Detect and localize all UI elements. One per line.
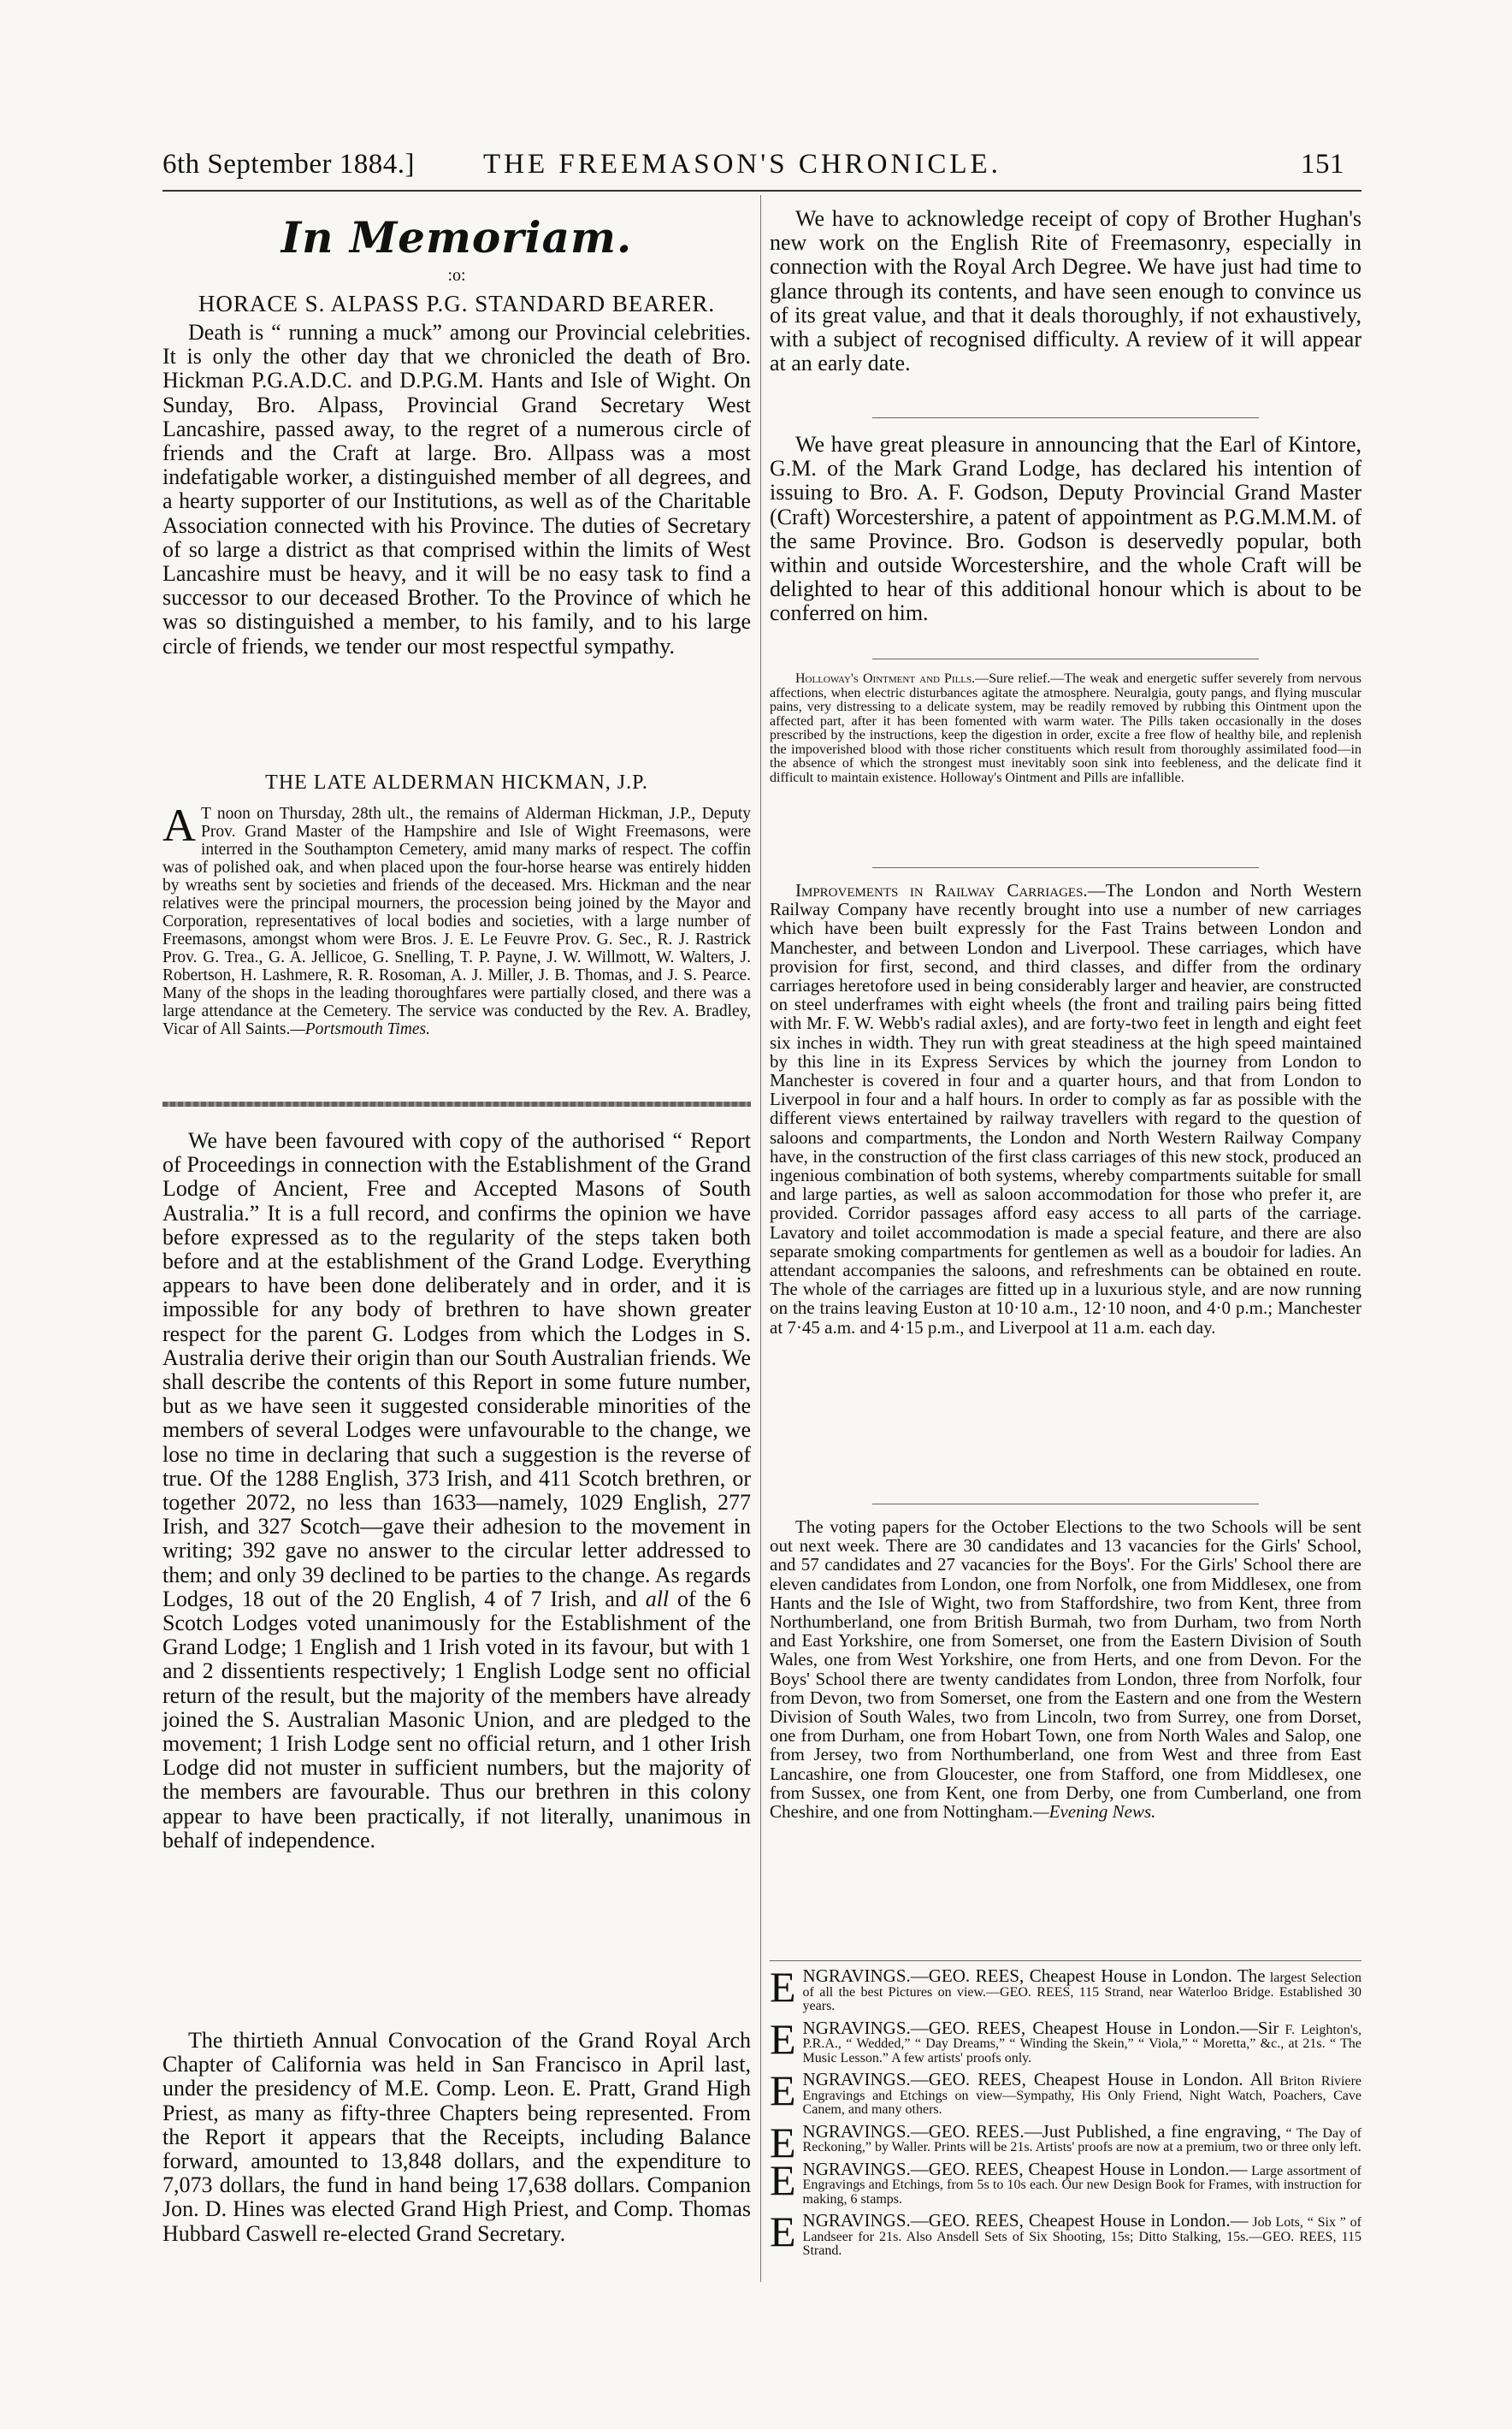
ad-drop-cap: E	[770, 2066, 796, 2114]
south-australia-section	[162, 1129, 751, 1853]
column-divider	[760, 195, 761, 2282]
engravings-ad	[770, 2066, 1362, 2118]
section-rule	[162, 1102, 751, 1107]
ad-text: Briton Riviere Engravings and Etchings on view—Sympathy, His Only Friend, Night Watch, Poachers, Cave Canem, and many others.	[802, 2074, 1362, 2117]
hickman-source: —Portsmouth Times.	[290, 1020, 431, 1038]
railway-text	[770, 881, 1361, 1337]
hughan-section	[770, 207, 1361, 375]
ad-text: largest Selection of all the best Pictures on view.—GEO. REES, 115 Strand, near Waterloo Bridge. Established 30 years.	[802, 1971, 1362, 2013]
railway-lead: Improvements in Railway Carriages.	[795, 880, 1088, 901]
running-head	[162, 144, 1361, 192]
ad-drop-cap: E	[770, 1963, 796, 2011]
memoriam-heading: HORACE S. ALPASS P.G. STANDARD BEARER.	[198, 291, 716, 316]
publication-title: THE FREEMASON'S CHRONICLE.	[483, 149, 1001, 180]
ad-lead: NGRAVINGS.—GEO. REES, Cheapest House in London.—Sir	[802, 2017, 1279, 2038]
hickman-text	[162, 800, 751, 1038]
kintore-section	[770, 433, 1361, 626]
south-australia-text-1: We have been favoured with copy of the authorised “ Report of Proceedings in connection with the Establishment of the Grand Lodge of Ancient, Free and Accepted Masons of South Australia.” It is a full record, and confirms the opinion we have before expressed as to the regularity of the steps taken both before and at the establishment of the Grand Lodge. Everything appears to have been done deliberately and in order, and it is impossible for any body of brethren to have shown greater respect for the parent G. Lodges from which the Lodges in S. Australia derive their origin than our South Australian friends. We shall describe the contents of this Report in some future number, but as we have seen it suggested considerable minorities of the members of several Lodges were unfavourable to the change, we lose no time in declaring that such a suggestion is the reverse of true. Of the 1288 English, 373 Irish, and 411 Scotch brethren, or together 2072, no less than 1633—namely, 1029 English, 277 Irish, and 327 Scotch—gave their adhesion to the movement in writing; 392 gave no answer to the circular letter addressed to them; and only 39 declined to be parties to the change. As regards Lodges, 18 out of the 20 English, 4 of 7 Irish, and	[162, 1128, 751, 1611]
south-australia-text	[162, 1129, 751, 1853]
railway-section	[770, 881, 1361, 1337]
ad-lead: NGRAVINGS.—GEO. REES, Cheapest House in London.—	[802, 2210, 1249, 2231]
engravings-ad	[770, 2118, 1361, 2166]
elections-section	[770, 1517, 1361, 1821]
engravings-ad	[770, 2155, 1362, 2207]
holloway-text	[770, 672, 1361, 785]
south-australia-emphasis: all	[645, 1586, 670, 1611]
hickman-body: T noon on Thursday, 28th ult., the remains of Alderman Hickman, J.P., Deputy Prov. Grand Master of the Hampshire and Isle of Wight Freemasons, were interred in the Southampton Cemetery, amid many marks of respect. The coffin was of polished oak, and when placed upon the four-horse hearse was entirely hidden by wreaths sent by societies and friends of the deceased. Mrs. Hickman and the near relatives were the principal mourners, the procession being joined by the Mayor and Corporation, representatives of local bodies and societies, with a large number of Freemasons, amongst whom were Bros. J. E. Le Feuvre Prov. G. Sec., R. J. Rastrick Prov. G. Trea., G. A. Jellicoe, G. Snelling, T. P. Payne, J. W. Willmott, W. Walters, J. Robertson, H. Lashmere, R. R. Rosoman, A. J. Miller, J. B. Thomas, and J. S. Pearce. Many of the shops in the leading thoroughfares were partially closed, and there was a large attendance at the Cemetery. The service was conducted by the Rev. A. Bradley, Vicar of All Saints.	[162, 805, 751, 1038]
ad-lead: NGRAVINGS.—GEO. REES, Cheapest House in London. The	[802, 1965, 1266, 1986]
ad-text: “ The Day of Reckoning,” by Waller. Prints will be 21s. Artists' proofs are now at a premium, two or three only left.	[802, 2125, 1361, 2154]
engravings-ad	[770, 2014, 1361, 2066]
short-rule	[872, 417, 1259, 418]
ad-lead: NGRAVINGS.—GEO. REES.—Just Published, a fine engraving,	[802, 2120, 1281, 2142]
ad-lead: NGRAVINGS.—GEO. REES, Cheapest House in London.—	[802, 2158, 1248, 2179]
elections-source: —Evening News.	[1032, 1801, 1156, 1823]
issue-date: 6th September 1884.]	[162, 149, 416, 180]
ad-text: F. Leighton's, P.R.A., “ Wedded,” “ Day Dreams,” “ Winding the Skein,” “ Viola,” “ Moretta,” &c., at 21s. “ The Music Lesson.” A few artists' proofs only.	[802, 2022, 1361, 2066]
ad-drop-cap: E	[770, 2014, 796, 2063]
hughan-text: We have to acknowledge receipt of copy of Brother Hughan's new work on the English Rite of Freemasonry, especially in connection with the Royal Arch Degree. We have just had time to glance through its contents, and have seen enough to convince us of its great value, and that it deals thoroughly, if not exhaustively, with a subject of recognised difficulty. A review of it will appear at an early date.	[770, 206, 1361, 376]
ad-drop-cap: E	[770, 2155, 796, 2204]
hickman-section	[162, 771, 751, 1038]
elections-body: The voting papers for the October Elections to the two Schools will be sent out next week. There are 30 candidates and 13 vacancies for the Girls' School, and 57 candidates and 27 vacancies for the Boys'. For the Girls' School there are eleven candidates from London, one from Norfolk, one from Middlesex, one from Hants and the Isle of Wight, two from Staffordshire, two from Kent, three from Northumberland, one from British Burmah, two from Durham, two from North and East Yorkshire, one from Somerset, one from the Eastern Division of South Wales, one from West Yorkshire, one from Herts, and one from Devon. For the Boys' School there are twenty candidates from London, three from Norfolk, four from Devon, two from Somerset, one from the Eastern and one from the Western Division of South Wales, two from Lincoln, two from Surrey, one from Dorset, one from Durham, one from Hobart Town, one from North Wales and Salop, one from Jersey, two from Northumberland, one from West and three from East Lancashire, one from Gloucester, one from Stafford, one from Middlesex, one from Sussex, one from Kent, one from Derby, one from Cumberland, one from Cheshire, and one from Nottingham.	[770, 1516, 1361, 1823]
page-number: 151	[1301, 149, 1344, 180]
california-section	[162, 2029, 751, 2246]
ad-text: Large assortment of Engravings and Etchings, from 5s to 10s each. Our new Design Book for Frames, with instruction for making, 6 stamps.	[802, 2163, 1362, 2207]
holloway-lead: Holloway's Ointment and Pills.	[795, 671, 976, 686]
hickman-heading: THE LATE ALDERMAN HICKMAN, J.P.	[265, 771, 648, 794]
ads-rule	[770, 1960, 1361, 1961]
railway-body: —The London and North Western Railway Company have recently brought into use a number of new carriages which have been built expressly for the Fast Trains between London and Manchester, and between London and Liverpool. These carriages, which have provision for first, second, and third classes, and differ from the ordinary carriages heretofore used in being considerably larger and heavier, are constructed on steel underframes with eight wheels (the front and trailing pairs being fitted with Mr. F. W. Webb's radial axles), and are forty-two feet in length and eight feet six inches in width. They run with great steadiness at the high speed maintained by this line in its Express Services by which the journey from London to Manchester is covered in four and a quarter hours, and that from London to Liverpool in four and a half hours. In order to comply as far as possible with the different views entertained by railway travellers with regard to the question of saloons and compartments, the London and North Western Railway Company have, in the construction of the first class carriages of this new stock, produced an ingenious combination of both systems, whereby compartments suitable for small and large parties, as well as saloon accommodation for those who prefer it, are provided. Corridor passages afford easy access to all parts of the carriage. Lavatory and toilet accommodation is made a special feature, and there are also separate smoking compartments for gentlemen as well as a boudoir for ladies. An attendant accompanies the saloons, and refreshments can be obtained en route. The whole of the carriages are fitted up in a luxurious style, and are now running on the trains leaving Euston at 10·10 a.m., 12·10 noon, and 4·0 p.m.; Manchester at 7·45 a.m. and 4·15 p.m., and Liverpool at 11 a.m. each day.	[770, 880, 1361, 1338]
holloway-body: —Sure relief.—The weak and energetic suffer severely from nervous affections, when electric disturbances agitate the atmosphere. Neuralgia, gouty pangs, and flying muscular pains, very distressing to a delicate system, may be readily removed by rubbing this Ointment upon the affected part, after it has been fomented with warm water. The Pills taken occasionally in the doses prescribed by the instructions, keep the digestion in order, excite a free flow of healthy bile, and replenish the impoverished blood with those richer constituents which result from thoroughly assimilated food—in the absence of which the strongest must inevitably soon sink into feebleness, and the delicate find it difficult to maintain existence. Holloway's Ointment and Pills are infallible.	[770, 671, 1362, 785]
ad-drop-cap: E	[770, 2207, 796, 2255]
ornament: :o:	[447, 266, 466, 285]
holloway-section	[770, 672, 1361, 785]
ad-text: Job Lots, “ Six ” of Landseer for 21s. Also Ansdell Sets of Six Shooting, 15s; Ditto Stalking, 15s.—GEO. REES, 115 Strand.	[802, 2215, 1362, 2258]
california-text: The thirtieth Annual Convocation of the Grand Royal Arch Chapter of California was held in San Francisco in April last, under the presidency of M.E. Comp. Leon. E. Pratt, Grand High Priest, as many as fifty-three Chapters being represented. From the Report it appears that the Receipts, including Balance forward, amounted to 13,848 dollars, and the expenditure to 7,073 dollars, the fund in hand being 17,638 dollars. Companion Jon. D. Hines was elected Grand High Priest, and Comp. Thomas Hubbard Caswell re-elected Grand Secretary.	[162, 2028, 751, 2246]
ad-lead: NGRAVINGS.—GEO. REES, Cheapest House in London. All	[802, 2069, 1273, 2089]
engravings-ad	[770, 2207, 1362, 2259]
advertisements	[770, 1963, 1362, 2266]
memoriam-title: In Memoriam.	[281, 212, 633, 263]
elections-text	[770, 1517, 1361, 1821]
short-rule	[872, 867, 1259, 868]
memoriam-section	[162, 212, 751, 659]
ad-drop-cap: E	[770, 2118, 796, 2166]
engravings-ad	[770, 1963, 1362, 2014]
south-australia-text-2: of the 6 Scotch Lodges voted unanimously for the Establishment of the Grand Lodge; 1 English and 1 Irish voted in its favour, but with 1 and 2 dissentients respectively; 1 English Lodge sent no official return of the result, but the majority of the members have already joined the S. Australian Masonic Union, and are pledged to the movement; 1 Irish Lodge sent no official return, and 1 other Irish Lodge did not muster in sufficient numbers, but the majority of the members are favourable. Thus our brethren in this colony appear to have been practically, if not literally, unanimous in behalf of independence.	[162, 1586, 752, 1853]
memoriam-text: Death is “ running a muck” among our Provincial celebrities. It is only the other day that we chronicled the death of Bro. Hickman P.G.A.D.C. and D.P.G.M. Hants and Isle of Wight. On Sunday, Bro. Alpass, Provincial Grand Secretary West Lancashire, passed away, to the regret of a numerous circle of friends and the Craft at large. Bro. Allpass was a most indefatigable worker, a distinguished member of all degrees, and a hearty supporter of our Institutions, as well as of the Charitable Association connected with his Province. The duties of Secretary of so large a district as that comprised within the limits of West Lancashire must be heavy, and it will be no easy task to find a successor to our deceased Brother. To the Province of which he was so distinguished a member, to his family, and to his large circle of friends, we tender our most respectful sympathy.	[162, 320, 751, 659]
drop-cap: A	[162, 800, 196, 851]
kintore-text: We have great pleasure in announcing that the Earl of Kintore, G.M. of the Mark Grand Lodge, has declared his intention of issuing to Bro. A. F. Godson, Deputy Provincial Grand Master (Craft) Worcestershire, a patent of appointment as P.G.M.M.M. of the same Province. Bro. Godson is deservedly popular, both within and outside Worcestershire, and the whole Craft will be delighted to hear of this additional honour which is about to be conferred on him.	[770, 432, 1361, 626]
